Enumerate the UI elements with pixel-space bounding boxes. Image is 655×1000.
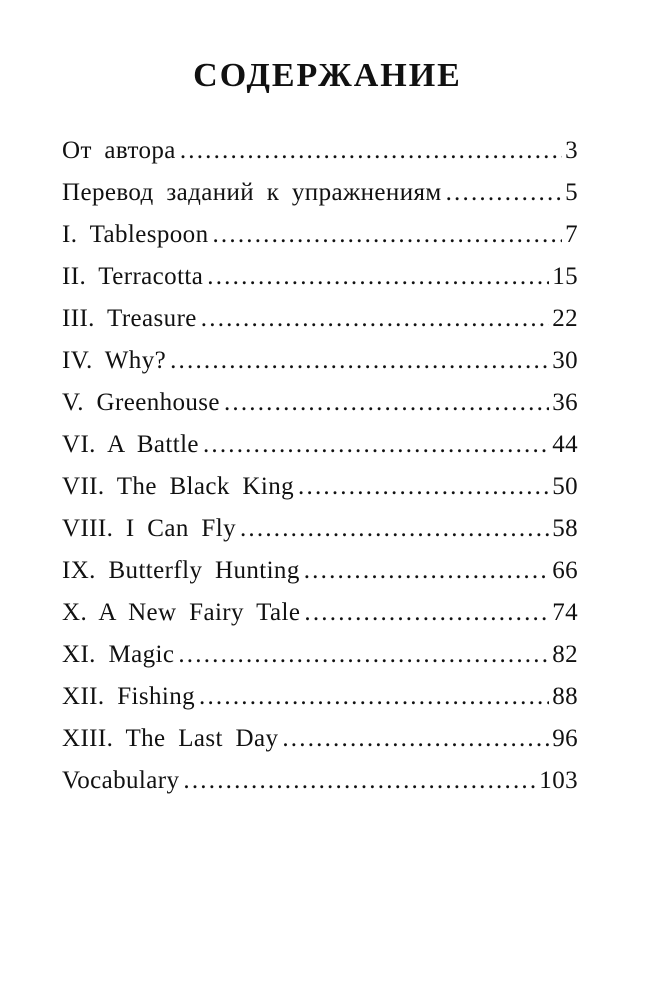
- toc-entry: [62, 214, 578, 256]
- toc-page-number: 96: [552, 725, 578, 752]
- toc-entry: [62, 550, 578, 592]
- page-title: СОДЕРЖАНИЕ: [193, 57, 462, 94]
- toc-entry-title: VIII. I Can Fly: [62, 515, 236, 542]
- toc-entry-title: От автора: [62, 137, 176, 164]
- dot-leader: [224, 382, 549, 424]
- dot-leader: [304, 592, 549, 634]
- toc-page-number: 3: [565, 137, 578, 164]
- dot-leader: [170, 340, 549, 382]
- dot-leader: [212, 214, 562, 256]
- toc-page-number: 44: [552, 431, 578, 458]
- toc-entry: [62, 256, 578, 298]
- toc-page-number: 88: [552, 683, 578, 710]
- toc-entry-title: V. Greenhouse: [62, 389, 220, 416]
- toc-entry-title: Vocabulary: [62, 767, 180, 794]
- toc-entry-title: VII. The Black King: [62, 473, 295, 500]
- toc-entry: [62, 508, 578, 550]
- dot-leader: [203, 424, 549, 466]
- dot-leader: [240, 508, 549, 550]
- dot-leader: [207, 256, 549, 298]
- toc-page-number: 36: [552, 389, 578, 416]
- toc-page-number: 82: [552, 641, 578, 668]
- dot-leader: [199, 676, 549, 718]
- dot-leader: [282, 718, 549, 760]
- toc-page-number: 58: [552, 515, 578, 542]
- toc-page-number: 5: [565, 179, 578, 206]
- toc-page-number: 103: [539, 767, 578, 794]
- toc-page-number: 74: [552, 599, 578, 626]
- toc-entry-title: Перевод заданий к упражнениям: [62, 179, 442, 206]
- toc-page-number: 50: [552, 473, 578, 500]
- toc-entry-title: I. Tablespoon: [62, 221, 209, 248]
- toc-entry: [62, 718, 578, 760]
- toc-entry-title: VI. A Battle: [62, 431, 199, 458]
- toc-entry-title: IX. Butterfly Hunting: [62, 557, 300, 584]
- toc-entry: [62, 130, 578, 172]
- toc-entry: [62, 340, 578, 382]
- toc-entry: [62, 172, 578, 214]
- toc-entry: [62, 634, 578, 676]
- dot-leader: [446, 172, 562, 214]
- toc-entry: [62, 760, 578, 802]
- toc-entry-title: III. Treasure: [62, 305, 197, 332]
- toc-entry-title: XI. Magic: [62, 641, 175, 668]
- dot-leader: [201, 298, 549, 340]
- toc-page-number: 7: [565, 221, 578, 248]
- toc-entry: [62, 298, 578, 340]
- toc-entry: [62, 382, 578, 424]
- toc-page-number: 22: [552, 305, 578, 332]
- toc-entry: [62, 676, 578, 718]
- dot-leader: [180, 130, 562, 172]
- toc-entry: [62, 424, 578, 466]
- toc-entry: [62, 466, 578, 508]
- table-of-contents: [62, 130, 578, 802]
- toc-entry: [62, 592, 578, 634]
- toc-entry-title: X. A New Fairy Tale: [62, 599, 301, 626]
- dot-leader: [183, 760, 536, 802]
- dot-leader: [178, 634, 549, 676]
- dot-leader: [304, 550, 549, 592]
- toc-entry-title: II. Terracotta: [62, 263, 204, 290]
- toc-entry-title: XII. Fishing: [62, 683, 196, 710]
- toc-page-number: 66: [552, 557, 578, 584]
- toc-entry-title: IV. Why?: [62, 347, 167, 374]
- toc-page-number: 30: [552, 347, 578, 374]
- toc-page-number: 15: [552, 263, 578, 290]
- dot-leader: [298, 466, 549, 508]
- toc-entry-title: XIII. The Last Day: [62, 725, 279, 752]
